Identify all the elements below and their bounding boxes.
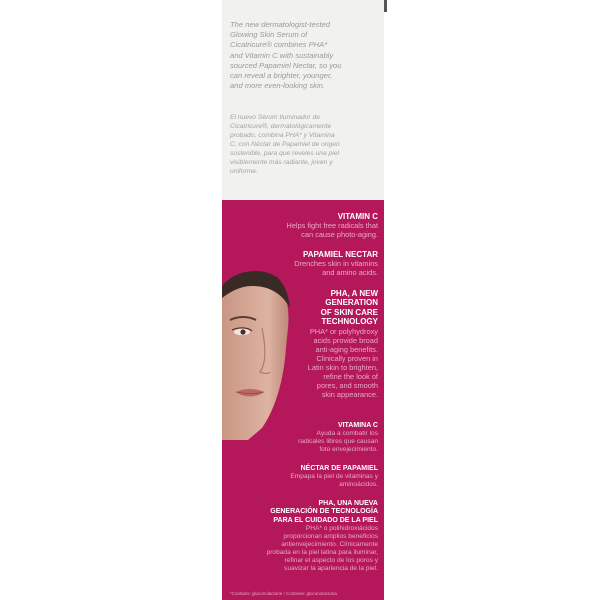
vitamina-c-body-line: Ayuda a combatir los (316, 430, 378, 438)
pha-body-line: acids provide broad (313, 335, 378, 345)
en-line: and more even-looking skin. (230, 81, 325, 91)
es-line: visiblemente más radiante, joven y (230, 159, 333, 166)
papamiel-nectar-body-line: and amino acids. (322, 268, 378, 278)
pha-body-line: pores, and smooth (316, 380, 378, 390)
vitamina-c-body-line: foto envejecimiento. (319, 446, 378, 454)
es-line: uniforme. (230, 168, 258, 175)
nectar-de-papamiel-block (258, 465, 378, 489)
spanish-description (230, 113, 380, 176)
nectar-de-papamiel-body-line: aminoácidos. (339, 481, 378, 489)
papamiel-nectar-title: PAPAMIEL NECTAR (303, 250, 378, 259)
es-line: Cicatricure®, dermatológicamente (230, 123, 332, 130)
pha-es-block (228, 500, 378, 573)
pha-title-line: TECHNOLOGY (321, 317, 378, 327)
ingredient-footnote: *Contains: gluconolactone / Contiene: gluconolactona (230, 591, 337, 596)
vitamin-c-block (258, 212, 378, 239)
papamiel-nectar-body-line: Drenches skin in vitamins (294, 259, 378, 269)
vitamina-c-title: VITAMINA C (337, 422, 378, 429)
pha-block (278, 289, 378, 399)
pha-es-body-line: proporcionan amplios beneficios (283, 533, 378, 541)
package-edge-tab (384, 0, 387, 12)
pha-body-line: anti-aging benefits. (315, 344, 378, 354)
nectar-de-papamiel-body-line: Empapa la piel de vitaminas y (290, 473, 378, 481)
es-line: probado, combina PHA* y Vitamina (230, 132, 335, 139)
pha-body-line: Latin skin to brighten, (307, 362, 378, 372)
es-line: C, con Néctar de Papamiel de origen (230, 141, 340, 148)
english-description (230, 20, 380, 91)
pha-es-title-line: PARA EL CUIDADO DE LA PIEL (273, 516, 378, 524)
en-line: Cicatricure® combines PHA* (230, 40, 328, 50)
nectar-de-papamiel-title: NÉCTAR DE PAPAMIEL (300, 465, 378, 472)
pha-es-title-line: GENERACIÓN DE TECNOLOGÍA (270, 508, 378, 516)
pha-es-body-line: refinar el aspecto de los poros y (284, 557, 378, 565)
pha-body-line: refine the look of (323, 371, 378, 381)
pha-title-line: GENERATION (325, 298, 378, 308)
pha-es-body-line: PHA* o polihidroxiácidos (305, 525, 378, 533)
vitamina-c-body-line: radicales libres que causan (298, 438, 378, 446)
en-line: and Vitamin C with sustainably (230, 50, 334, 60)
pha-es-body-line: suavizar la apariencia de la piel. (284, 565, 378, 573)
es-line: El nuevo Sérum Iluminador de (230, 114, 320, 121)
pha-body-line: skin appearance. (321, 389, 378, 399)
en-line: The new dermatologist-tested (230, 20, 331, 29)
pha-es-body-line: antienvejecimiento. Clínicamente (281, 541, 378, 549)
vitamin-c-title: VITAMIN C (337, 212, 378, 221)
papamiel-nectar-block (258, 250, 378, 277)
en-line: can reveal a brighter, younger, (230, 71, 333, 81)
vitamin-c-body-line: can cause photo-aging. (301, 230, 378, 240)
es-line: sostenible, para que reveles una piel (230, 150, 339, 157)
en-line: Glowing Skin Serum of (230, 30, 308, 40)
pha-body-line: PHA* or polyhydroxy (309, 326, 378, 336)
en-line: sourced Papamiel Nectar, so you (230, 60, 342, 70)
pha-body-line: Clinically proven in (316, 353, 378, 363)
pha-es-body-line: probada en la piel latina para iluminar, (266, 549, 378, 557)
vitamina-c-block (268, 422, 378, 454)
pha-es-title-line: PHA, UNA NUEVA (318, 500, 378, 507)
pha-title-line: PHA, A NEW (330, 289, 378, 298)
pha-title-line: OF SKIN CARE (320, 307, 378, 317)
vitamin-c-body-line: Helps fight free radicals that (286, 221, 378, 231)
description-panel (222, 0, 384, 200)
product-box-side-panel (222, 0, 384, 600)
